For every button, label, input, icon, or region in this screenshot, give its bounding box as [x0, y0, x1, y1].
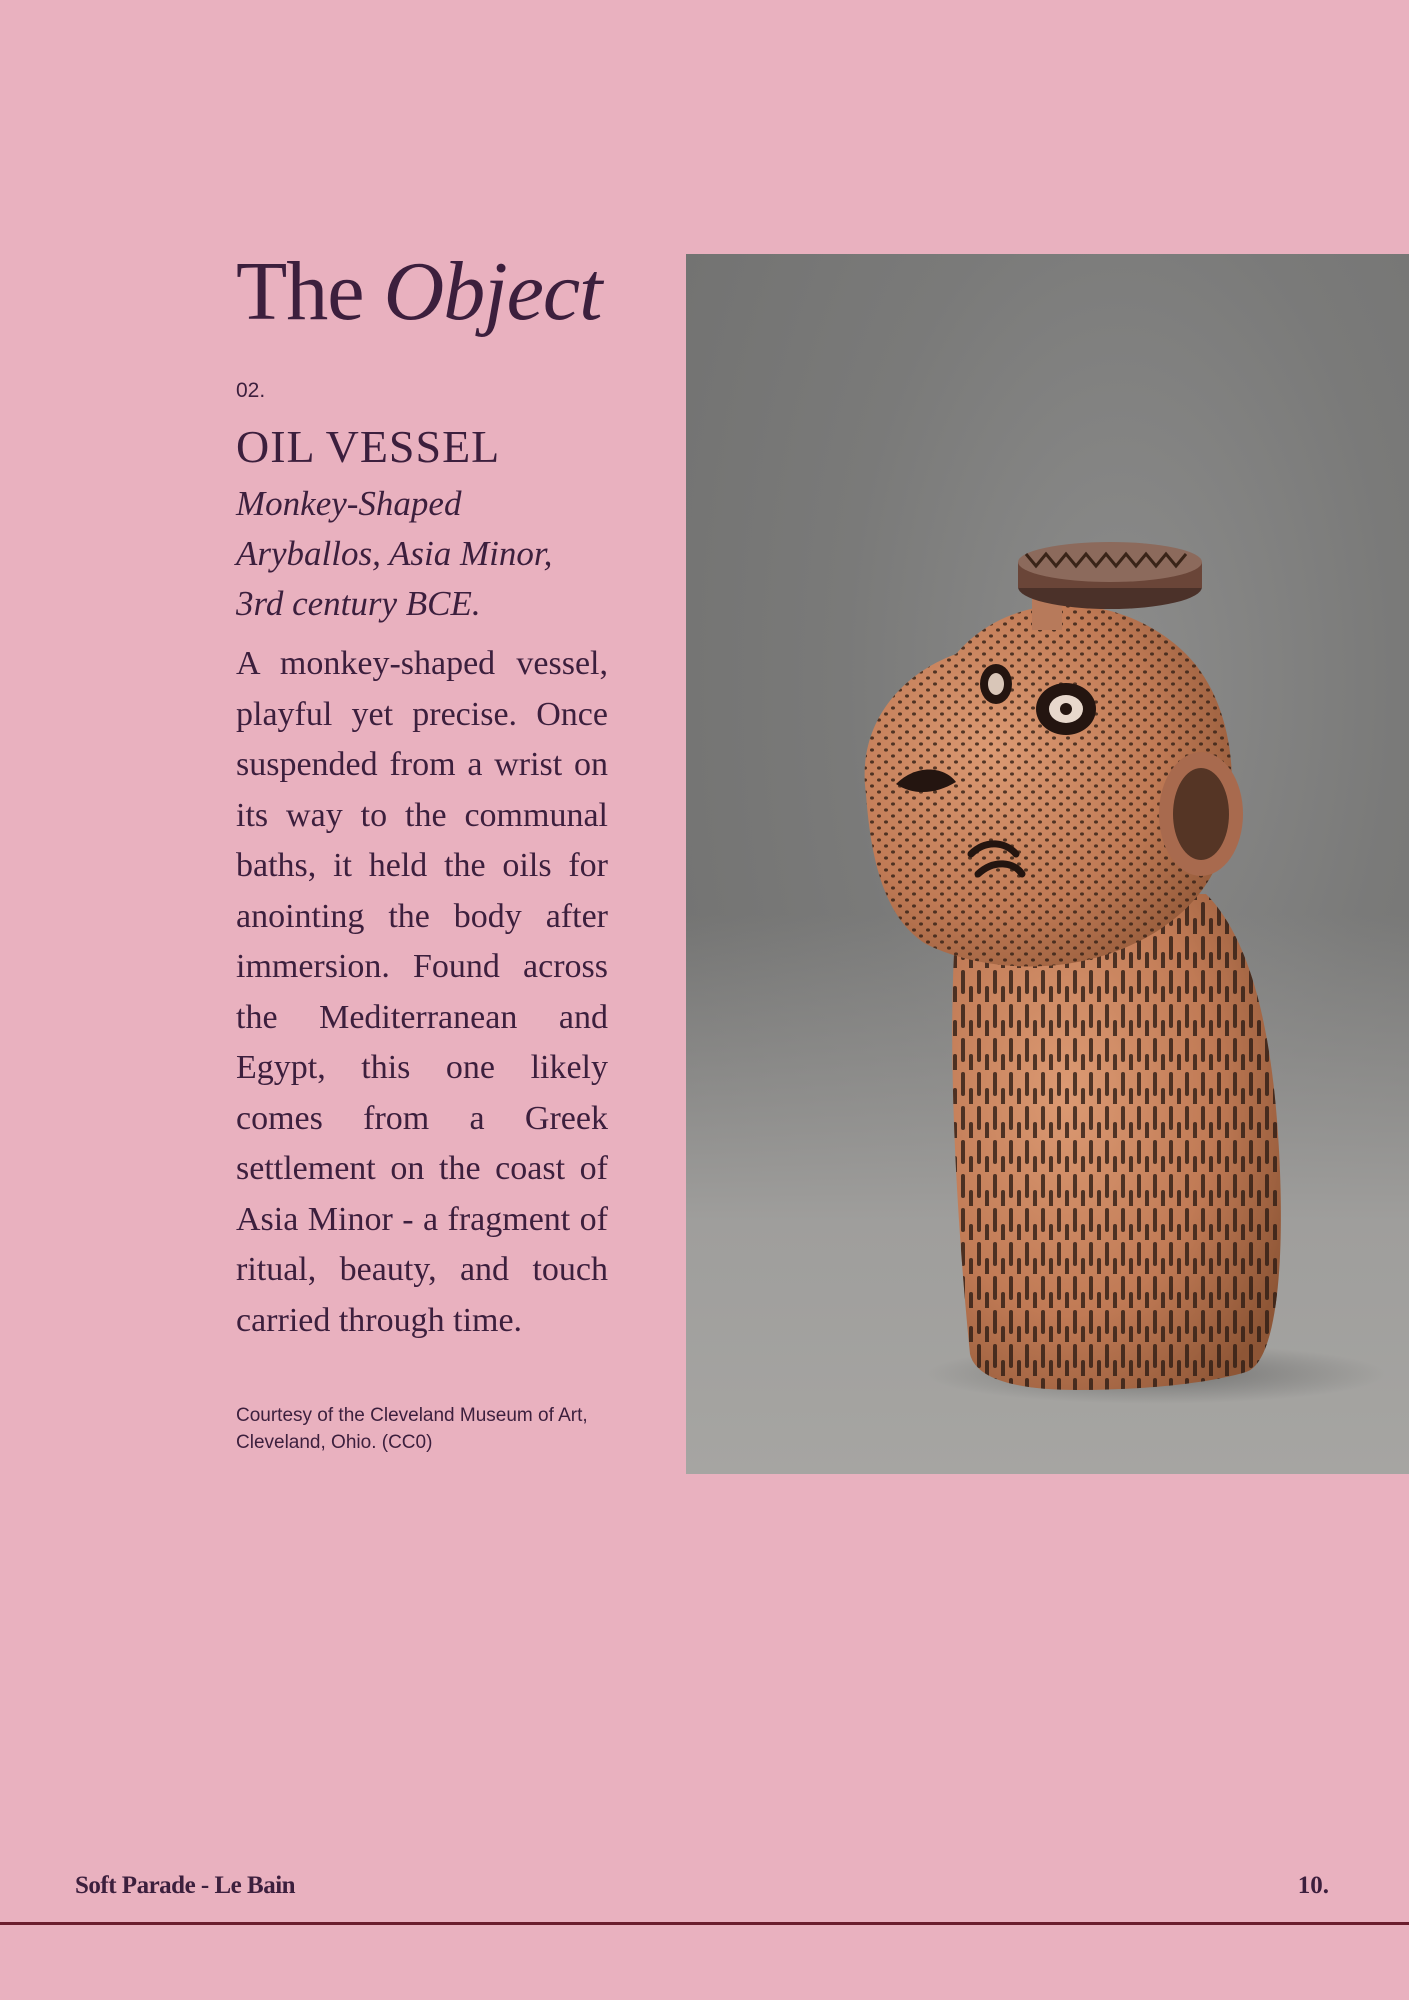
footer-divider: [0, 1922, 1409, 1925]
object-photo: [686, 254, 1409, 1474]
monkey-vessel-illustration: [686, 254, 1409, 1474]
image-credit: Courtesy of the Cleveland Museum of Art, Cleveland, Ohio. (CC0): [236, 1405, 588, 1454]
footer-page-number: 10.: [1297, 1872, 1329, 1899]
footer-publication: Soft Parade - Le Bain: [75, 1872, 296, 1899]
title-italic: Object: [383, 245, 602, 338]
article-text-column: [236, 245, 608, 1456]
section-number: 02.: [236, 379, 266, 402]
title-regular: The: [236, 245, 364, 338]
object-subheading: Monkey-Shaped Aryballos, Asia Minor, 3rd century BCE.: [236, 484, 553, 624]
page-title: [236, 245, 608, 338]
object-heading: OIL VESSEL: [236, 421, 501, 472]
object-description: A monkey-shaped vessel, playful yet precise. Once suspended from a wrist on its way to the communal baths, it held the oils for anointing the body after immersion. Found across the Mediterranean and Egypt, this one likely comes from a Greek settlement on the coast of Asia Minor - a fragment of ritual, beauty, and touch carried through time.: [236, 645, 608, 1339]
